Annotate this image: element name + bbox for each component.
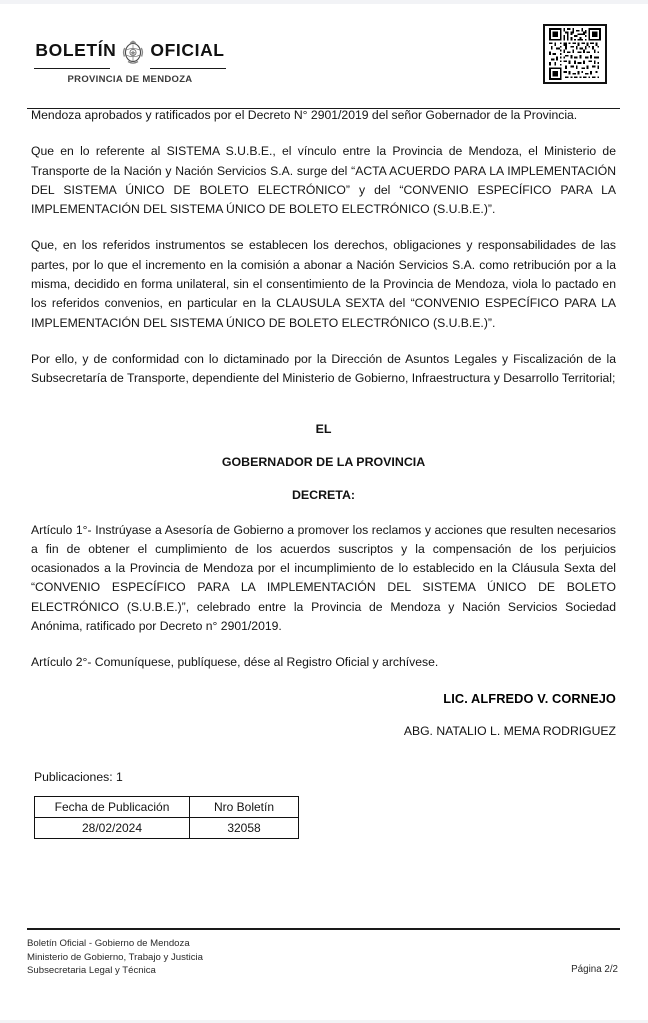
- heading-decreta: DECRETA:: [291, 487, 356, 502]
- paragraph-por-ello: Por ello, y de conformidad con lo dictaminado por la Dirección de Asuntos Legales y Fiscalización de la Subsecretaría de Transporte, dependiente del Ministerio de Gobierno, Infraestructura y Desarrollo Territorial;: [31, 351, 616, 386]
- footer-line-subsecretaria: Subsecretaria Legal y Técnica: [27, 965, 156, 976]
- cell-nro-boletin: 32058: [190, 818, 299, 839]
- document-body: [31, 106, 616, 740]
- spacer-after-decreta: [31, 505, 616, 521]
- cell-fecha-publicacion: 28/02/2024: [35, 818, 190, 839]
- table-header-row: [35, 797, 299, 818]
- signature-governor: LIC. ALFREDO V. CORNEJO: [443, 690, 616, 706]
- column-header-fecha: Fecha de Publicación: [35, 797, 190, 818]
- paragraph-instrumentos: Que, en los referidos instrumentos se establecen los derechos, obligaciones y responsabilidades de las partes, por lo que el incremento en la comisión a abonar a Nación Servicios S.A. como retribución por a la misma, decidido en forma unilateral, sin el consentimiento de la Provincia de Mendoza, viola lo pactado en los referidos convenios, en particular en la CLAUSULA SEXTA del “CONVENIO ESPECÍFICO PARA LA IMPLEMENTACIÓN DEL SISTEMA ÚNICO DE BOLETO ELECTRÓNICO (S.U.B.E.)”.: [31, 238, 616, 330]
- masthead-divider: [30, 66, 230, 72]
- spacer-before-decreta: [31, 472, 616, 486]
- column-header-nro: Nro Boletín: [190, 797, 299, 818]
- masthead-rule-right: [150, 68, 226, 69]
- document-header: [0, 12, 648, 96]
- article-2: Artículo 2°- Comuníquese, publíquese, dése al Registro Oficial y archívese.: [31, 655, 439, 670]
- page-number: Página 2/2: [571, 964, 618, 975]
- footer-line-ministerio: Ministerio de Gobierno, Trabajo y Justicia: [27, 951, 203, 963]
- spacer-before-el: [31, 406, 616, 420]
- paragraph-continuation: Mendoza aprobados y ratificados por el Decreto N° 2901/2019 del señor Gobernador de la Provincia.: [31, 108, 578, 122]
- heading-el: EL: [315, 421, 332, 436]
- spacer-before-gobernador: [31, 439, 616, 453]
- heading-gobernador: GOBERNADOR DE LA PROVINCIA: [221, 454, 426, 469]
- publications-count: Publicaciones: 1: [34, 770, 123, 784]
- footer-line-boletin: Boletín Oficial - Gobierno de Mendoza: [27, 938, 190, 949]
- qr-code-icon: [543, 24, 607, 84]
- footer-organization: [27, 937, 203, 978]
- masthead-word-oficial: OFICIAL: [150, 40, 225, 61]
- masthead-subtitle: PROVINCIA DE MENDOZA: [67, 74, 193, 85]
- masthead-rule-left: [34, 68, 110, 69]
- signature-minister: ABG. NATALIO L. MEMA RODRIGUEZ: [403, 723, 616, 738]
- document-footer: [27, 928, 620, 981]
- masthead-word-boletin: BOLETÍN: [35, 40, 117, 61]
- page-top-edge: [0, 0, 648, 4]
- mendoza-coat-of-arms-icon: [120, 36, 146, 66]
- paragraph-sistema-sube: Que en lo referente al SISTEMA S.U.B.E., el vínculo entre la Provincia de Mendoza, el Ministerio de Transporte de la Nación y Nación Servicios S.A. surge del “ACTA ACUERDO PARA LA IMPLEMENTACIÓN DEL SISTEMA ÚNICO DE BOLETO ELECTRÓNICO” y del “CONVENIO ESPECÍFICO PARA LA IMPLEMENTACIÓN DEL SISTEMA ÚNICO DE BOLETO ELECTRÓNICO (S.U.B.E.)”.: [31, 144, 616, 217]
- signature-block: [31, 690, 616, 740]
- table-row: [35, 818, 299, 839]
- footer-content: [27, 937, 620, 981]
- masthead-title-row: [30, 38, 230, 64]
- publications-table: [34, 796, 299, 839]
- boletin-oficial-masthead: [30, 38, 230, 85]
- article-1: Artículo 1°- Instrúyase a Asesoría de Gobierno a promover los reclamos y acciones que resulten necesarios a fin de obtener el cumplimiento de los acuerdos suscriptos y la compensación de los perjuicios ocasionados a la Provincia de Mendoza por el incumplimiento de lo establecido en la Cláusula Sexta del “CONVENIO ESPECÍFICO PARA LA IMPLEMENTACIÓN DEL SISTEMA ÚNICO DE BOLETO ELECTRÓNICO (S.U.B.E.)”, celebrado entre la Provincia de Mendoza y Nación Servicios Sociedad Anónima, ratificado por Decreto n° 2901/2019.: [31, 522, 616, 634]
- footer-divider-rule: [27, 928, 620, 930]
- publications-section: [34, 770, 434, 839]
